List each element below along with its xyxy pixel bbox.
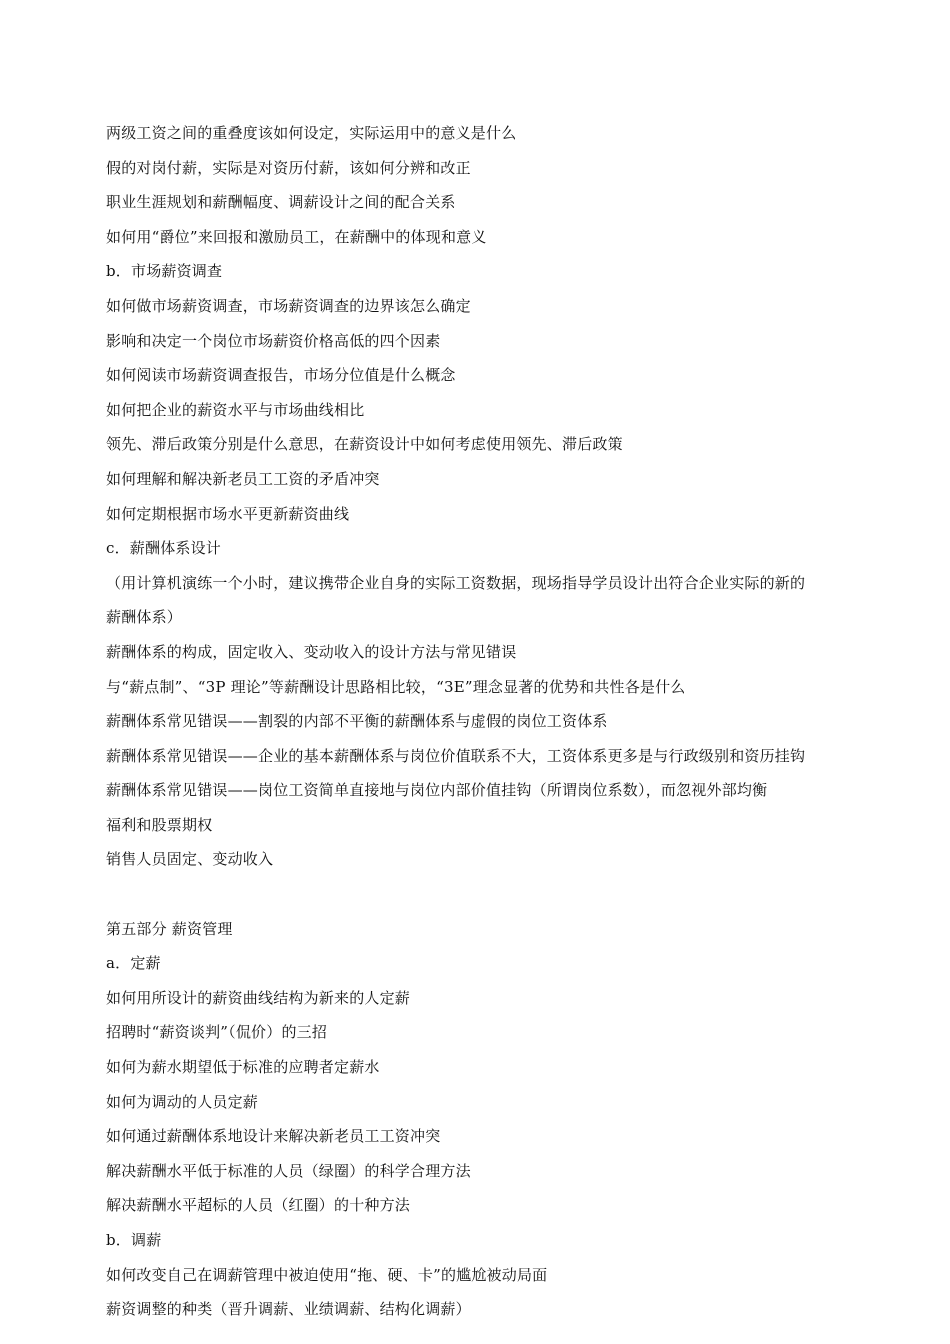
text-line: 领先、滞后政策分别是什么意思，在薪资设计中如何考虑使用领先、滞后政策 bbox=[106, 435, 623, 454]
text-line: 如何做市场薪资调查，市场薪资调查的边界该怎么确定 bbox=[106, 296, 471, 315]
text-line: 如何用所设计的薪资曲线结构为新来的人定薪 bbox=[106, 988, 411, 1007]
text-line: 如何为调动的人员定薪 bbox=[106, 1092, 259, 1111]
text-line: 如何定期根据市场水平更新薪资曲线 bbox=[106, 504, 350, 523]
text-line: 如何为薪水期望低于标准的应聘者定薪水 bbox=[106, 1058, 380, 1077]
text-line: 职业生涯规划和薪酬幅度、调薪设计之间的配合关系 bbox=[106, 193, 456, 212]
text-line: 影响和决定一个岗位市场薪资价格高低的四个因素 bbox=[106, 331, 441, 350]
text-line: 薪资调整的种类（晋升调薪、业绩调薪、结构化调薪） bbox=[106, 1300, 471, 1319]
text-line: （用计算机演练一个小时，建议携带企业自身的实际工资数据，现场指导学员设计出符合企业实际的新的 bbox=[106, 573, 806, 592]
section-heading: a．定薪 bbox=[106, 954, 161, 973]
text-line: 薪酬体系常见错误——岗位工资简单直接地与岗位内部价值挂钩（所谓岗位系数），而忽视外部均衡 bbox=[106, 781, 768, 800]
text-line: 假的对岗付薪，实际是对资历付薪，该如何分辨和改正 bbox=[106, 158, 471, 177]
document-body bbox=[106, 116, 896, 1327]
text-line: 薪酬体系） bbox=[106, 608, 183, 627]
text-line: 两级工资之间的重叠度该如何设定，实际运用中的意义是什么 bbox=[106, 124, 517, 142]
text-line: 解决薪酬水平超标的人员（红圈）的十种方法 bbox=[106, 1196, 411, 1215]
text-line: 如何把企业的薪资水平与市场曲线相比 bbox=[106, 400, 365, 419]
text-line: 招聘时“薪资谈判”（侃价）的三招 bbox=[106, 1023, 328, 1042]
section-heading: b．市场薪资调查 bbox=[106, 262, 223, 281]
text-line: 如何改变自己在调薪管理中被迫使用“拖、硬、卡”的尴尬被动局面 bbox=[106, 1265, 548, 1284]
text-line: 如何阅读市场薪资调查报告，市场分位值是什么概念 bbox=[106, 366, 456, 385]
section-heading: b．调薪 bbox=[106, 1231, 162, 1249]
text-line: 解决薪酬水平低于标准的人员（绿圈）的科学合理方法 bbox=[106, 1161, 471, 1180]
text-line: 福利和股票期权 bbox=[106, 815, 213, 834]
text-line: 薪酬体系的构成，固定收入、变动收入的设计方法与常见错误 bbox=[106, 642, 517, 661]
blank-line bbox=[106, 877, 896, 912]
text-line: 薪酬体系常见错误——割裂的内部不平衡的薪酬体系与虚假的岗位工资体系 bbox=[106, 712, 608, 731]
text-line: 薪酬体系常见错误——企业的基本薪酬体系与岗位价值联系不大，工资体系更多是与行政级别和资历挂钩 bbox=[106, 746, 806, 765]
part-heading: 第五部分 薪资管理 bbox=[106, 919, 233, 938]
text-line: 如何用“爵位”来回报和激励员工，在薪酬中的体现和意义 bbox=[106, 227, 487, 246]
text-line: 销售人员固定、变动收入 bbox=[106, 850, 274, 869]
text-line: 如何通过薪酬体系地设计来解决新老员工工资冲突 bbox=[106, 1127, 441, 1146]
text-line: 与“薪点制”、“3P 理论”等薪酬设计思路相比较，“3E”理念显著的优势和共性各是什么 bbox=[106, 677, 686, 696]
text-line: 如何理解和解决新老员工工资的矛盾冲突 bbox=[106, 469, 380, 488]
section-heading: c．薪酬体系设计 bbox=[106, 539, 222, 558]
